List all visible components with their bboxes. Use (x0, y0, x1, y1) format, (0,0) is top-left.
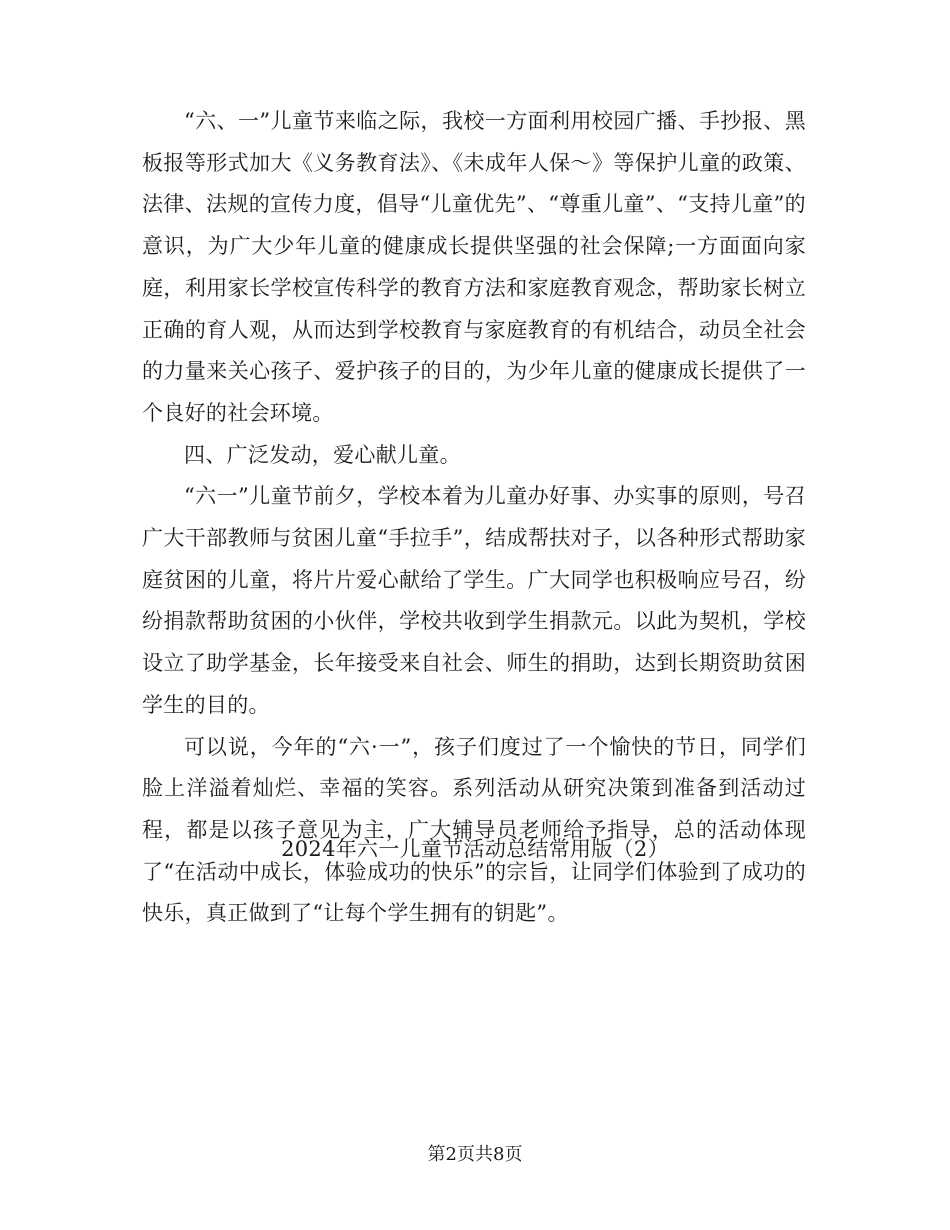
body-text (142, 101, 806, 935)
paragraph-heading-four: 四、广泛发动，爱心献儿童。 (184, 442, 461, 467)
paragraph-charity: “六一”儿童节前夕，学校本着为儿童办好事、办实事的原则，号召广大干部教师与贫困儿童“手拉手”，结成帮扶对子，以各种形式帮助家庭贫困的儿童，将片片爱心献给了学生。广大同学也积极响应号召，纷纷捐款帮助贫困的小伙伴，学校共收到学生捐款元。以此为契机，学校设立了助学基金，长年接受来自社会、师生的捐助，达到长期资助贫困学生的目的。 (142, 484, 806, 717)
paragraph-conclusion: 可以说，今年的“六·一”，孩子们度过了一个愉快的节日，同学们脸上洋溢着灿烂、幸福的笑容。系列活动从研究决策到准备到活动过程，都是以孩子意见为主，广大辅导员老师给予指导，总的活动体现了“在活动中成长，体验成功的快乐”的宗旨，让同学们体验到了成功的快乐，真正做到了“让每个学生拥有的钥匙”。 (142, 734, 806, 926)
paragraph-publicity: “六、一”儿童节来临之际，我校一方面利用校园广播、手抄报、黑板报等形式加大《义务教育法》、《未成年人保～》等保护儿童的政策、法律、法规的宣传力度，倡导“儿童优先”、“尊重儿童”、“支持儿童”的意识，为广大少年儿童的健康成长提供坚强的社会保障;一方面面向家庭，利用家长学校宣传科学的教育方法和家庭教育观念，帮助家长树立正确的育人观，从而达到学校教育与家庭教育的有机结合，动员全社会的力量来关心孩子、爱护孩子的目的，为少年儿童的健康成长提供了一个良好的社会环境。 (142, 109, 806, 425)
page-indicator: 第2页共8页 (427, 1144, 523, 1165)
section-title: 2024年六一儿童节活动总结常用版（2） (281, 837, 669, 861)
